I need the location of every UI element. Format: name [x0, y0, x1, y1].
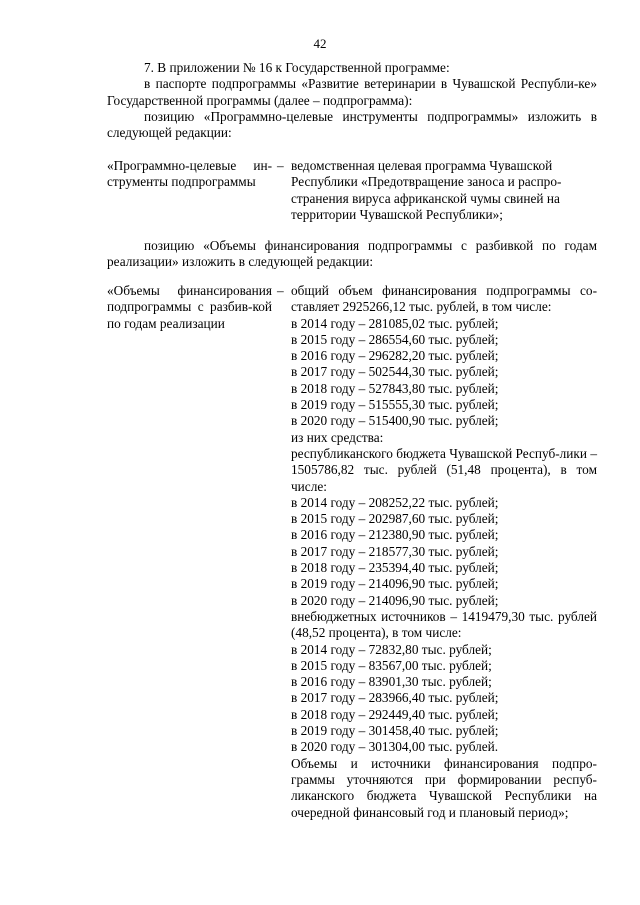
paragraph-financing-position: позицию «Объемы финансирования подпрограммы с разбивкой по годам реализации» изложить в следующей редакции: [107, 238, 597, 270]
total-year-2016: в 2016 году – 296282,20 тыс. рублей; [291, 348, 499, 364]
extra-year-2016: в 2016 году – 83901,30 тыс. рублей; [291, 674, 492, 690]
intro-position-line: позицию «Программно-целевые инструменты подпрограммы» изложить в следующей редакции: [107, 108, 597, 141]
intro-item: 7. В приложении № 16 к Государственной программе: [144, 60, 450, 75]
intro-block [107, 60, 597, 141]
republic-year-2018: в 2018 году – 235394,40 тыс. рублей; [291, 560, 499, 576]
position-dash: – [277, 158, 284, 173]
total-year-2018: в 2018 году – 527843,80 тыс. рублей; [291, 380, 499, 396]
position-label: «Программно-целевые ин-струменты подпрограммы [107, 158, 272, 190]
republic-year-2015: в 2015 году – 202987,60 тыс. рублей; [291, 511, 499, 527]
republic-budget-total: республиканского бюджета Чувашской Респуб-лики – 1505786,82 тыс. рублей (51,48 процента), в том числе: [291, 445, 597, 494]
financing-dash: – [277, 283, 284, 298]
total-year-2014: в 2014 году – 281085,02 тыс. рублей; [291, 315, 499, 331]
extrabudget-total: внебюджетных источников – 1419479,30 тыс. рублей (48,52 процента), в том числе: [291, 608, 597, 641]
republic-year-2016: в 2016 году – 212380,90 тыс. рублей; [291, 527, 499, 543]
position-program-tools [107, 158, 597, 224]
republic-year-2019: в 2019 году – 214096,90 тыс. рублей; [291, 576, 499, 592]
closing-note: Объемы и источники финансирования подпро-граммы уточняются при формировании респуб-ликанского бюджета Чувашской Республики на очередной финансовый год и плановый период»; [291, 755, 597, 820]
position-value: ведомственная целевая программа Чувашской Республики «Предотвращение заноса и распро-странения вируса африканской чумы свиней на территории Чувашской Республики»; [291, 158, 562, 222]
of-them-label: из них средства: [291, 429, 384, 445]
financing-total: общий объем финансирования подпрограммы со-ставляет 2925266,12 тыс. рублей, в том числе: [291, 283, 597, 315]
total-year-2017: в 2017 году – 502544,30 тыс. рублей; [291, 364, 499, 380]
financing-details [291, 283, 597, 821]
extra-year-2020: в 2020 году – 301304,00 тыс. рублей. [291, 739, 499, 755]
total-year-2015: в 2015 году – 286554,60 тыс. рублей; [291, 331, 499, 347]
total-year-2019: в 2019 году – 515555,30 тыс. рублей; [291, 397, 499, 413]
extra-year-2017: в 2017 году – 283966,40 тыс. рублей; [291, 690, 499, 706]
extra-year-2015: в 2015 году – 83567,00 тыс. рублей; [291, 657, 492, 673]
page-number: 42 [313, 36, 327, 51]
position-financing [107, 283, 597, 843]
republic-year-2020: в 2020 году – 214096,90 тыс. рублей; [291, 592, 499, 608]
intro-passport-line: в паспорте подпрограммы «Развитие ветеринарии в Чувашской Республи-ке» Государственной программы (далее – подпрограмма): [107, 76, 597, 108]
total-year-2020: в 2020 году – 515400,90 тыс. рублей; [291, 413, 499, 429]
republic-year-2014: в 2014 году – 208252,22 тыс. рублей; [291, 494, 499, 510]
extra-year-2019: в 2019 году – 301458,40 тыс. рублей; [291, 723, 499, 739]
republic-year-2017: в 2017 году – 218577,30 тыс. рублей; [291, 543, 499, 559]
extra-year-2018: в 2018 году – 292449,40 тыс. рублей; [291, 706, 499, 722]
extra-year-2014: в 2014 году – 72832,80 тыс. рублей; [291, 641, 492, 657]
financing-label: «Объемы финансирования подпрограммы с разбив-кой по годам реализации [107, 283, 272, 331]
